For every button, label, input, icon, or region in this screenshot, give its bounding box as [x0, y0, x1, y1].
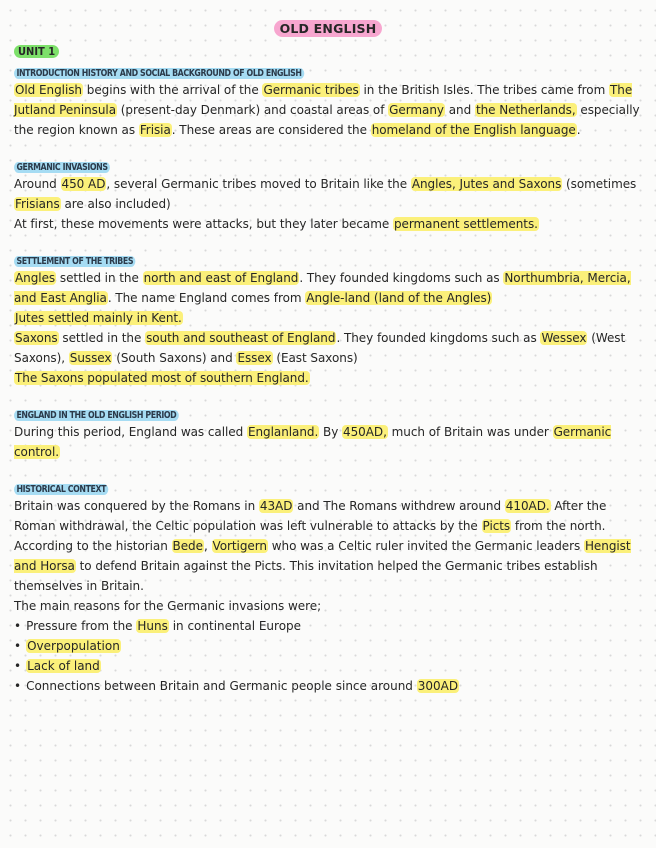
paragraph	[14, 80, 642, 140]
text-run: settled in the	[58, 331, 146, 345]
section-heading: INTRODUCTION HISTORY AND SOCIAL BACKGROUND OF OLD ENGLISH	[14, 68, 304, 79]
highlighted-text: Lack of land	[27, 659, 100, 673]
unit-row	[14, 40, 642, 59]
paragraph	[14, 214, 642, 234]
bullet-list	[14, 616, 642, 696]
page-title: OLD ENGLISH	[274, 20, 383, 37]
section	[14, 477, 642, 696]
text-run: Britain was conquered by the Romans in	[14, 499, 259, 513]
section-heading-row	[14, 61, 642, 80]
text-run: . The name England comes from	[107, 291, 306, 305]
text-run: are also included)	[60, 197, 171, 211]
highlighted-text: homeland of the English language	[371, 123, 576, 137]
paragraph	[14, 536, 642, 596]
text-run: By	[319, 425, 343, 439]
highlighted-text: Vortigern	[212, 539, 267, 553]
highlighted-text: Saxons	[15, 331, 58, 345]
paragraph	[14, 174, 642, 214]
paragraph	[14, 268, 642, 308]
section	[14, 403, 642, 462]
highlighted-text: The Jutland Peninsula	[14, 83, 633, 117]
text-run: (South Saxons) and	[112, 351, 237, 365]
text-run: At first, these movements were attacks, but they later became	[14, 217, 393, 231]
highlighted-text: Old English	[15, 83, 82, 97]
highlighted-text: 300AD	[417, 679, 459, 693]
text-run: . They founded kingdoms such as	[336, 331, 541, 345]
section-heading: SETTLEMENT OF THE TRIBES	[14, 256, 136, 267]
sections	[14, 61, 642, 696]
section-heading: HISTORICAL CONTEXT	[14, 484, 109, 495]
list-item	[14, 676, 642, 696]
text-run: Connections between Britain and Germanic people since around	[26, 679, 417, 693]
section-heading-row	[14, 477, 642, 496]
text-run: (present-day Denmark) and coastal areas of	[117, 103, 389, 117]
text-run: (East Saxons)	[272, 351, 358, 365]
list-item	[14, 656, 642, 676]
text-run: During this period, England was called	[14, 425, 247, 439]
text-run: in continental Europe	[168, 619, 302, 633]
section	[14, 249, 642, 388]
highlighted-text: Hengist and Horsa	[14, 539, 631, 573]
text-run: . These areas are considered the	[171, 123, 371, 137]
highlighted-text: the Netherlands,	[475, 103, 576, 117]
highlighted-text: Essex	[237, 351, 272, 365]
list-item	[14, 616, 642, 636]
text-run: and	[444, 103, 475, 117]
paragraph	[14, 328, 642, 368]
highlighted-text: Frisians	[15, 197, 60, 211]
highlighted-text: Huns	[137, 619, 168, 633]
text-run: settled in the	[56, 271, 143, 285]
highlighted-text: Bede	[172, 539, 203, 553]
paragraph	[14, 422, 642, 462]
text-run: Around	[14, 177, 61, 191]
text-run: begins with the arrival of the	[83, 83, 263, 97]
text-run: especially the region known as	[14, 103, 640, 137]
highlighted-text: permanent settlements.	[393, 217, 538, 231]
text-run: in the British Isles. The tribes came from	[359, 83, 609, 97]
unit-label: UNIT 1	[14, 45, 59, 58]
highlighted-text: Germanic tribes	[263, 83, 359, 97]
paragraph	[14, 596, 642, 616]
highlighted-text: 410AD.	[505, 499, 550, 513]
highlighted-text: Angles	[15, 271, 56, 285]
highlighted-text: Wessex	[541, 331, 587, 345]
highlighted-text: Angles, Jutes and Saxons	[411, 177, 562, 191]
text-run: (sometimes	[562, 177, 637, 191]
text-run: and The Romans withdrew around	[293, 499, 505, 513]
highlighted-text: Germanic control.	[14, 425, 612, 459]
text-run: to defend Britain against the Picts. This invitation helped the Germanic tribes establish themselves in Britain.	[14, 559, 598, 593]
highlighted-text: The Saxons populated most of southern England.	[15, 371, 309, 385]
list-item	[14, 636, 642, 656]
highlighted-text: Northumbria, Mercia, and East Anglia	[14, 271, 631, 305]
text-run: The main reasons for the Germanic invasions were;	[14, 599, 322, 613]
section	[14, 61, 642, 140]
highlighted-text: north and east of England	[143, 271, 299, 285]
title-wrap	[14, 0, 642, 40]
highlighted-text: 43AD	[259, 499, 293, 513]
section	[14, 155, 642, 234]
paragraph	[14, 308, 642, 328]
text-run: (West Saxons),	[14, 331, 626, 365]
text-run: Pressure from the	[26, 619, 137, 633]
highlighted-text: Englanland.	[247, 425, 319, 439]
text-run: After the Roman withdrawal, the Celtic population was left vulnerable to attacks by the	[14, 499, 607, 533]
highlighted-text: Frisia	[139, 123, 171, 137]
section-heading: ENGLAND IN THE OLD ENGLISH PERIOD	[14, 410, 179, 421]
text-run: much of Britain was under	[387, 425, 553, 439]
highlighted-text: Sussex	[69, 351, 112, 365]
section-heading: GERMANIC INVASIONS	[14, 162, 110, 173]
text-run: ,	[203, 539, 212, 553]
text-run: , several Germanic tribes moved to Britain like the	[106, 177, 411, 191]
section-heading-row	[14, 403, 642, 422]
highlighted-text: Jutes settled mainly in Kent.	[15, 311, 182, 325]
paragraph	[14, 368, 642, 388]
section-heading-row	[14, 249, 642, 268]
text-run: .	[576, 123, 581, 137]
highlighted-text: south and southeast of England	[146, 331, 336, 345]
highlighted-text: Germany	[389, 103, 444, 117]
highlighted-text: Angle-land (land of the Angles)	[306, 291, 492, 305]
text-run: . They founded kingdoms such as	[299, 271, 504, 285]
highlighted-text: 450AD,	[343, 425, 387, 439]
text-run: According to the historian	[14, 539, 172, 553]
text-run: from the north.	[511, 519, 606, 533]
text-run: who was a Celtic ruler invited the Germanic leaders	[267, 539, 584, 553]
section-heading-row	[14, 155, 642, 174]
highlighted-text: Picts	[482, 519, 511, 533]
highlighted-text: Overpopulation	[27, 639, 120, 653]
highlighted-text: 450 AD	[61, 177, 106, 191]
paragraph	[14, 496, 642, 536]
